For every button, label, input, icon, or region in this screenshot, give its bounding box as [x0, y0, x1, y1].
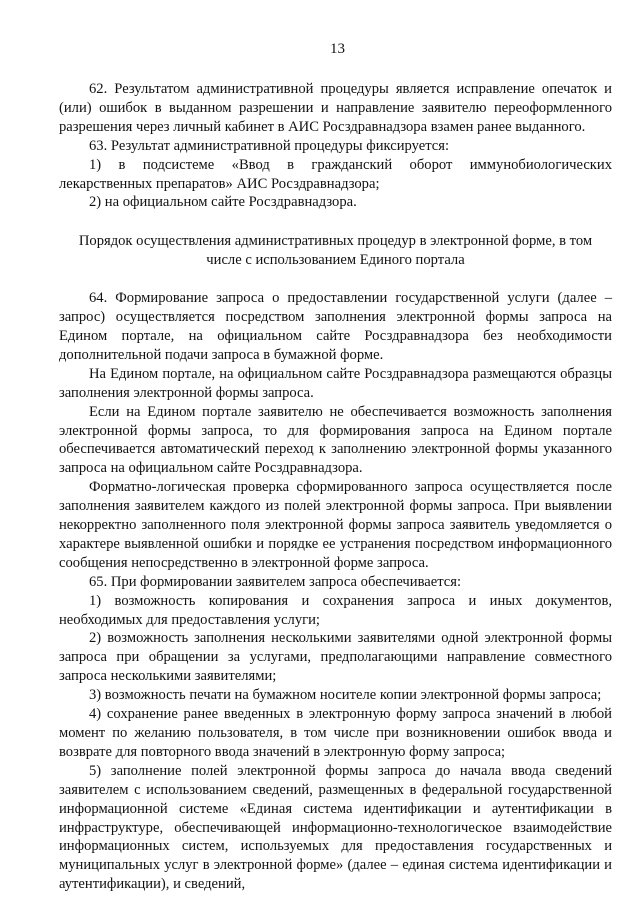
paragraph-65: 65. При формировании заявителем запроса обеспечивается: — [89, 573, 462, 590]
main-section — [59, 289, 612, 894]
paragraph-64-validation: Форматно-логическая проверка сформированного запроса осуществляется после заполнения заявителем каждого из полей электронной формы запроса. При выявлении некорректно заполненного поля электронной формы запроса заявитель уведомляется о характере выявленной ошибки и порядке ее устранения посредством информационного сообщения непосредственно в электронной форме запроса. — [59, 479, 612, 571]
paragraph-64: 64. Формирование запроса о предоставлении государственной услуги (далее – запрос) осуществляется посредством заполнения электронной формы запроса на Едином портале, на официальном сайте Росздравнадзора без необходимости дополнительной подачи запроса в бумажной форме. — [59, 290, 612, 363]
paragraph-65-item-5: 5) заполнение полей электронной формы запроса до начала ввода сведений заявителем с использованием сведений, размещенных в федеральной государственной информационной системе «Единая система идентификации и аутентификации в инфраструктуре, обеспечивающей информационно-технологическое взаимодействие информационных систем, используемых для предоставления государственных и муниципальных услуг в электронной форме» (далее – единая система идентификации и аутентификации), и сведений, — [59, 762, 612, 893]
paragraph-65-item-3: 3) возможность печати на бумажном носителе копии электронной формы запроса; — [89, 687, 602, 704]
paragraph-63: 63. Результат административной процедуры фиксируется: — [89, 137, 450, 154]
paragraph-62: 62. Результатом административной процедуры является исправление опечаток и (или) ошибок в выданном разрешении и направление заявителю переоформленного разрешения через личный кабинет в АИС Росздравнадзора взамен ранее выданного. — [59, 81, 612, 135]
paragraph-65-item-1: 1) возможность копирования и сохранения запроса и иных документов, необходимых для предоставления услуги; — [59, 592, 612, 628]
paragraph-64-redirect: Если на Едином портале заявителю не обеспечивается возможность заполнения электронной формы запроса, то для формирования запроса на Едином портале обеспечивается автоматический переход к заполнению электронной формы указанного запроса на официальном сайте Росздравнадзора. — [59, 403, 612, 477]
paragraph-63-item-1: 1) в подсистеме «Ввод в гражданский оборот иммунобиологических лекарственных препаратов» АИС Росздравнадзора; — [59, 156, 612, 192]
page-number: 13 — [330, 41, 345, 57]
paragraph-63-item-2: 2) на официальном сайте Росздравнадзора. — [89, 194, 357, 211]
paragraph-64-samples: На Едином портале, на официальном сайте Росздравнадзора размещаются образцы заполнения электронной формы запроса. — [59, 365, 612, 401]
heading-section — [59, 232, 612, 270]
paragraph-65-item-4: 4) сохранение ранее введенных в электронную форму запроса значений в любой момент по желанию пользователя, в том числе при возникновении ошибок ввода и возврате для повторного ввода значений в электронную форму запроса; — [59, 706, 612, 760]
paragraph-65-item-2: 2) возможность заполнения несколькими заявителями одной электронной формы запроса при обращении за услугами, предполагающими направление совместного запроса несколькими заявителями; — [59, 630, 612, 685]
section-heading: Порядок осуществления административных процедур в электронной форме, в том числе с использованием Единого портала — [78, 233, 593, 269]
top-section — [59, 80, 612, 212]
